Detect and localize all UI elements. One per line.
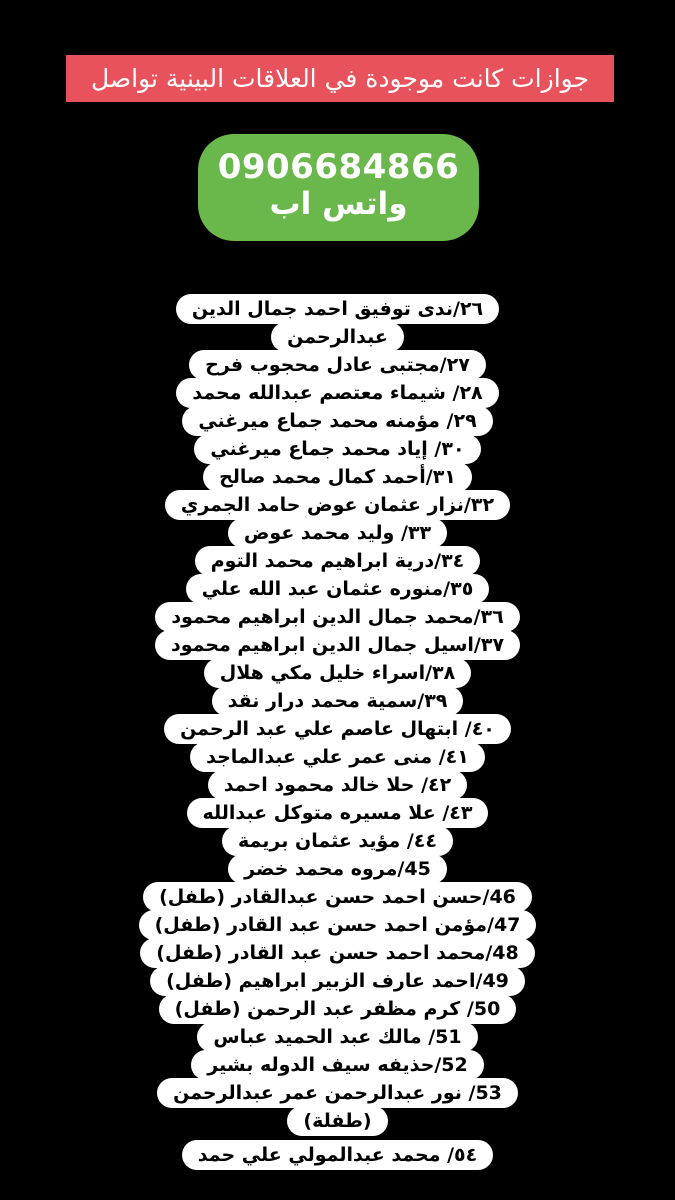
entry-label: 45/مروه محمد خضر xyxy=(228,854,447,884)
entry-label: 49/احمد عارف الزبير ابراهيم (طفل) xyxy=(150,966,525,996)
list-item xyxy=(0,826,675,856)
list-item xyxy=(0,686,675,716)
entry-label: ٣٥/منوره عثمان عبد الله علي xyxy=(186,574,490,604)
list-item xyxy=(0,854,675,884)
entry-label: ٣٣/ وليد محمد عوض xyxy=(228,518,447,548)
list-item xyxy=(0,630,675,660)
entry-label: 50/ كرم مظفر عبد الرحمن (طفل) xyxy=(159,994,517,1024)
list-item xyxy=(0,798,675,828)
entry-label: ٣٤/درية ابراهيم محمد التوم xyxy=(195,546,481,576)
entry-label: ٢٦/ندى توفيق احمد جمال الدين xyxy=(176,294,499,324)
entry-label: ٣٧/اسيل جمال الدين ابراهيم محمود xyxy=(155,630,520,660)
list-item xyxy=(0,770,675,800)
list-item xyxy=(0,546,675,576)
list-item xyxy=(0,1140,675,1170)
list-item xyxy=(0,294,675,324)
entry-label: ٢٧/مجتبى عادل محجوب فرح xyxy=(189,350,486,380)
list-item xyxy=(0,966,675,996)
entry-label: ٤٢/ حلا خالد محمود احمد xyxy=(208,770,467,800)
entry-label: 52/حذيفه سيف الدوله بشير xyxy=(191,1050,483,1080)
entry-label: ٢٨/ شيماء معتصم عبدالله محمد xyxy=(176,378,498,408)
list-item xyxy=(0,434,675,464)
list-item xyxy=(0,602,675,632)
list-item xyxy=(0,518,675,548)
entry-label: ٤٠/ ابتهال عاصم علي عبد الرحمن xyxy=(164,714,511,744)
list-item xyxy=(0,1078,675,1108)
title-banner: جوازات كانت موجودة في العلاقات البينية تواصل xyxy=(66,55,614,102)
list-item xyxy=(0,1022,675,1052)
entry-label: ٣١/أحمد كمال محمد صالح xyxy=(203,462,472,492)
list-item xyxy=(0,1106,675,1136)
entry-label: ٢٩/ مؤمنه محمد جماع ميرغني xyxy=(182,406,492,436)
list-item xyxy=(0,994,675,1024)
list-item xyxy=(0,658,675,688)
list-item xyxy=(0,714,675,744)
entry-label: (طفلة) xyxy=(287,1106,387,1136)
entry-label: ٣٨/اسراء خليل مكي هلال xyxy=(204,658,472,688)
list-item xyxy=(0,910,675,940)
list-item xyxy=(0,882,675,912)
entry-label: 47/مؤمن احمد حسن عبد القادر (طفل) xyxy=(139,910,537,940)
list-item xyxy=(0,490,675,520)
list-item xyxy=(0,1050,675,1080)
entry-label: ٣٦/محمد جمال الدين ابراهيم محمود xyxy=(155,602,519,632)
entry-label: ٣٢/نزار عثمان عوض حامد الجمري xyxy=(165,490,510,520)
whatsapp-label: واتس اب xyxy=(269,186,408,222)
entry-label: عبدالرحمن xyxy=(271,322,404,352)
list-item xyxy=(0,322,675,352)
list-item xyxy=(0,574,675,604)
list-item xyxy=(0,378,675,408)
entry-label: ٤٤/ مؤيد عثمان بريمة xyxy=(222,826,453,856)
entry-label: 53/ نور عبدالرحمن عمر عبدالرحمن xyxy=(157,1078,518,1108)
entry-label: 48/محمد احمد حسن عبد القادر (طفل) xyxy=(140,938,534,968)
list-item xyxy=(0,742,675,772)
entry-label: ٤٣/ علا مسيره متوكل عبدالله xyxy=(187,798,489,828)
entry-label: ٥٤/ محمد عبدالمولي علي حمد xyxy=(182,1140,494,1170)
whatsapp-contact-badge xyxy=(198,134,479,241)
list-item xyxy=(0,462,675,492)
passport-names-list xyxy=(0,294,675,1174)
list-item xyxy=(0,406,675,436)
list-item xyxy=(0,938,675,968)
entry-label: 51/ مالك عبد الحميد عباس xyxy=(197,1022,477,1052)
entry-label: ٤١/ منى عمر علي عبدالماجد xyxy=(190,742,485,772)
list-item xyxy=(0,350,675,380)
phone-number: 0906684866 xyxy=(217,147,460,187)
entry-label: ٣٠/ إياد محمد جماع ميرغني xyxy=(194,434,480,464)
entry-label: ٣٩/سمية محمد درار نقد xyxy=(212,686,464,716)
entry-label: 46/حسن احمد حسن عبدالقادر (طفل) xyxy=(143,882,532,912)
